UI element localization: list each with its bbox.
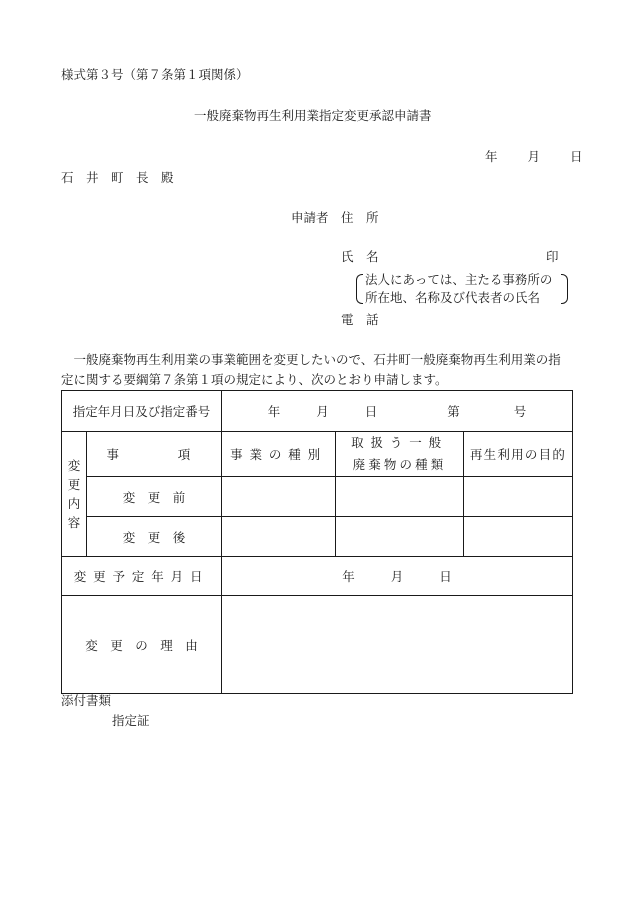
document-title: 一般廃棄物再生利用業指定変更承認申請書 (194, 108, 432, 123)
application-date (485, 151, 583, 164)
row-before-label: 変 更 前 (87, 477, 222, 517)
scheduled-month: 月 (390, 569, 404, 584)
left-bracket (356, 274, 363, 304)
before-purpose-cell[interactable] (464, 477, 573, 517)
change-application-table (61, 390, 573, 694)
designation-value-cell[interactable] (222, 391, 573, 432)
corporation-note (356, 272, 568, 306)
before-business-type-cell[interactable] (222, 477, 336, 517)
corporation-note-line1: 法人にあっては、主たる事務所の (365, 272, 553, 287)
scheduled-year: 年 (342, 569, 355, 584)
scheduled-date-label: 変更予定年月日 (62, 557, 222, 596)
date-year-label: 年 (485, 149, 498, 164)
attachments-label: 添付書類 (61, 693, 112, 708)
attachment-item: 指定証 (112, 713, 150, 728)
designation-label-cell: 指定年月日及び指定番号 (62, 391, 222, 432)
applicant-name-label: 氏 名 (341, 249, 379, 264)
date-month-label: 月 (527, 149, 541, 164)
applicant-address-label: 申請者 住 所 (291, 210, 379, 225)
addressee: 石 井 町 長 殿 (61, 170, 174, 185)
scheduled-day: 日 (439, 569, 452, 584)
designation-year: 年 (267, 404, 281, 419)
after-waste-type-cell[interactable] (336, 517, 464, 557)
designation-month: 月 (316, 404, 329, 419)
designation-day: 日 (364, 404, 378, 419)
header-waste-type-line1: 取扱う一般 (351, 435, 448, 450)
after-purpose-cell[interactable] (464, 517, 573, 557)
reason-label: 変 更 の 理 由 (62, 596, 222, 694)
designation-number-suffix: 号 (513, 404, 527, 419)
header-waste-type (336, 432, 464, 477)
header-business-type: 事業の種別 (222, 432, 336, 477)
header-recycling-purpose: 再生利用の目的 (464, 432, 573, 477)
scheduled-date-value-cell[interactable] (222, 557, 573, 596)
application-statement: 一般廃棄物再生利用業の事業範囲を変更したいので、石井町一般廃棄物再生利用業の指定に関する要綱第７条第１項の規定により、次のとおり申請します。 (61, 352, 561, 387)
right-bracket (561, 274, 568, 304)
header-item: 事 項 (87, 432, 222, 477)
row-after-label: 変 更 後 (87, 517, 222, 557)
header-waste-type-line2: 廃棄物の種類 (352, 457, 447, 472)
date-day-label: 日 (570, 149, 583, 164)
corporation-note-line2: 所在地、名称及び代表者の氏名 (365, 290, 541, 305)
designation-number-prefix: 第 (447, 404, 460, 419)
after-business-type-cell[interactable] (222, 517, 336, 557)
reason-value-cell[interactable] (222, 596, 573, 694)
change-content-label: 変更内容 (62, 432, 87, 557)
seal-mark: 印 (546, 249, 559, 264)
before-waste-type-cell[interactable] (336, 477, 464, 517)
form-number-label: 様式第３号（第７条第１項関係） (61, 67, 249, 82)
applicant-phone-label: 電 話 (341, 312, 379, 327)
